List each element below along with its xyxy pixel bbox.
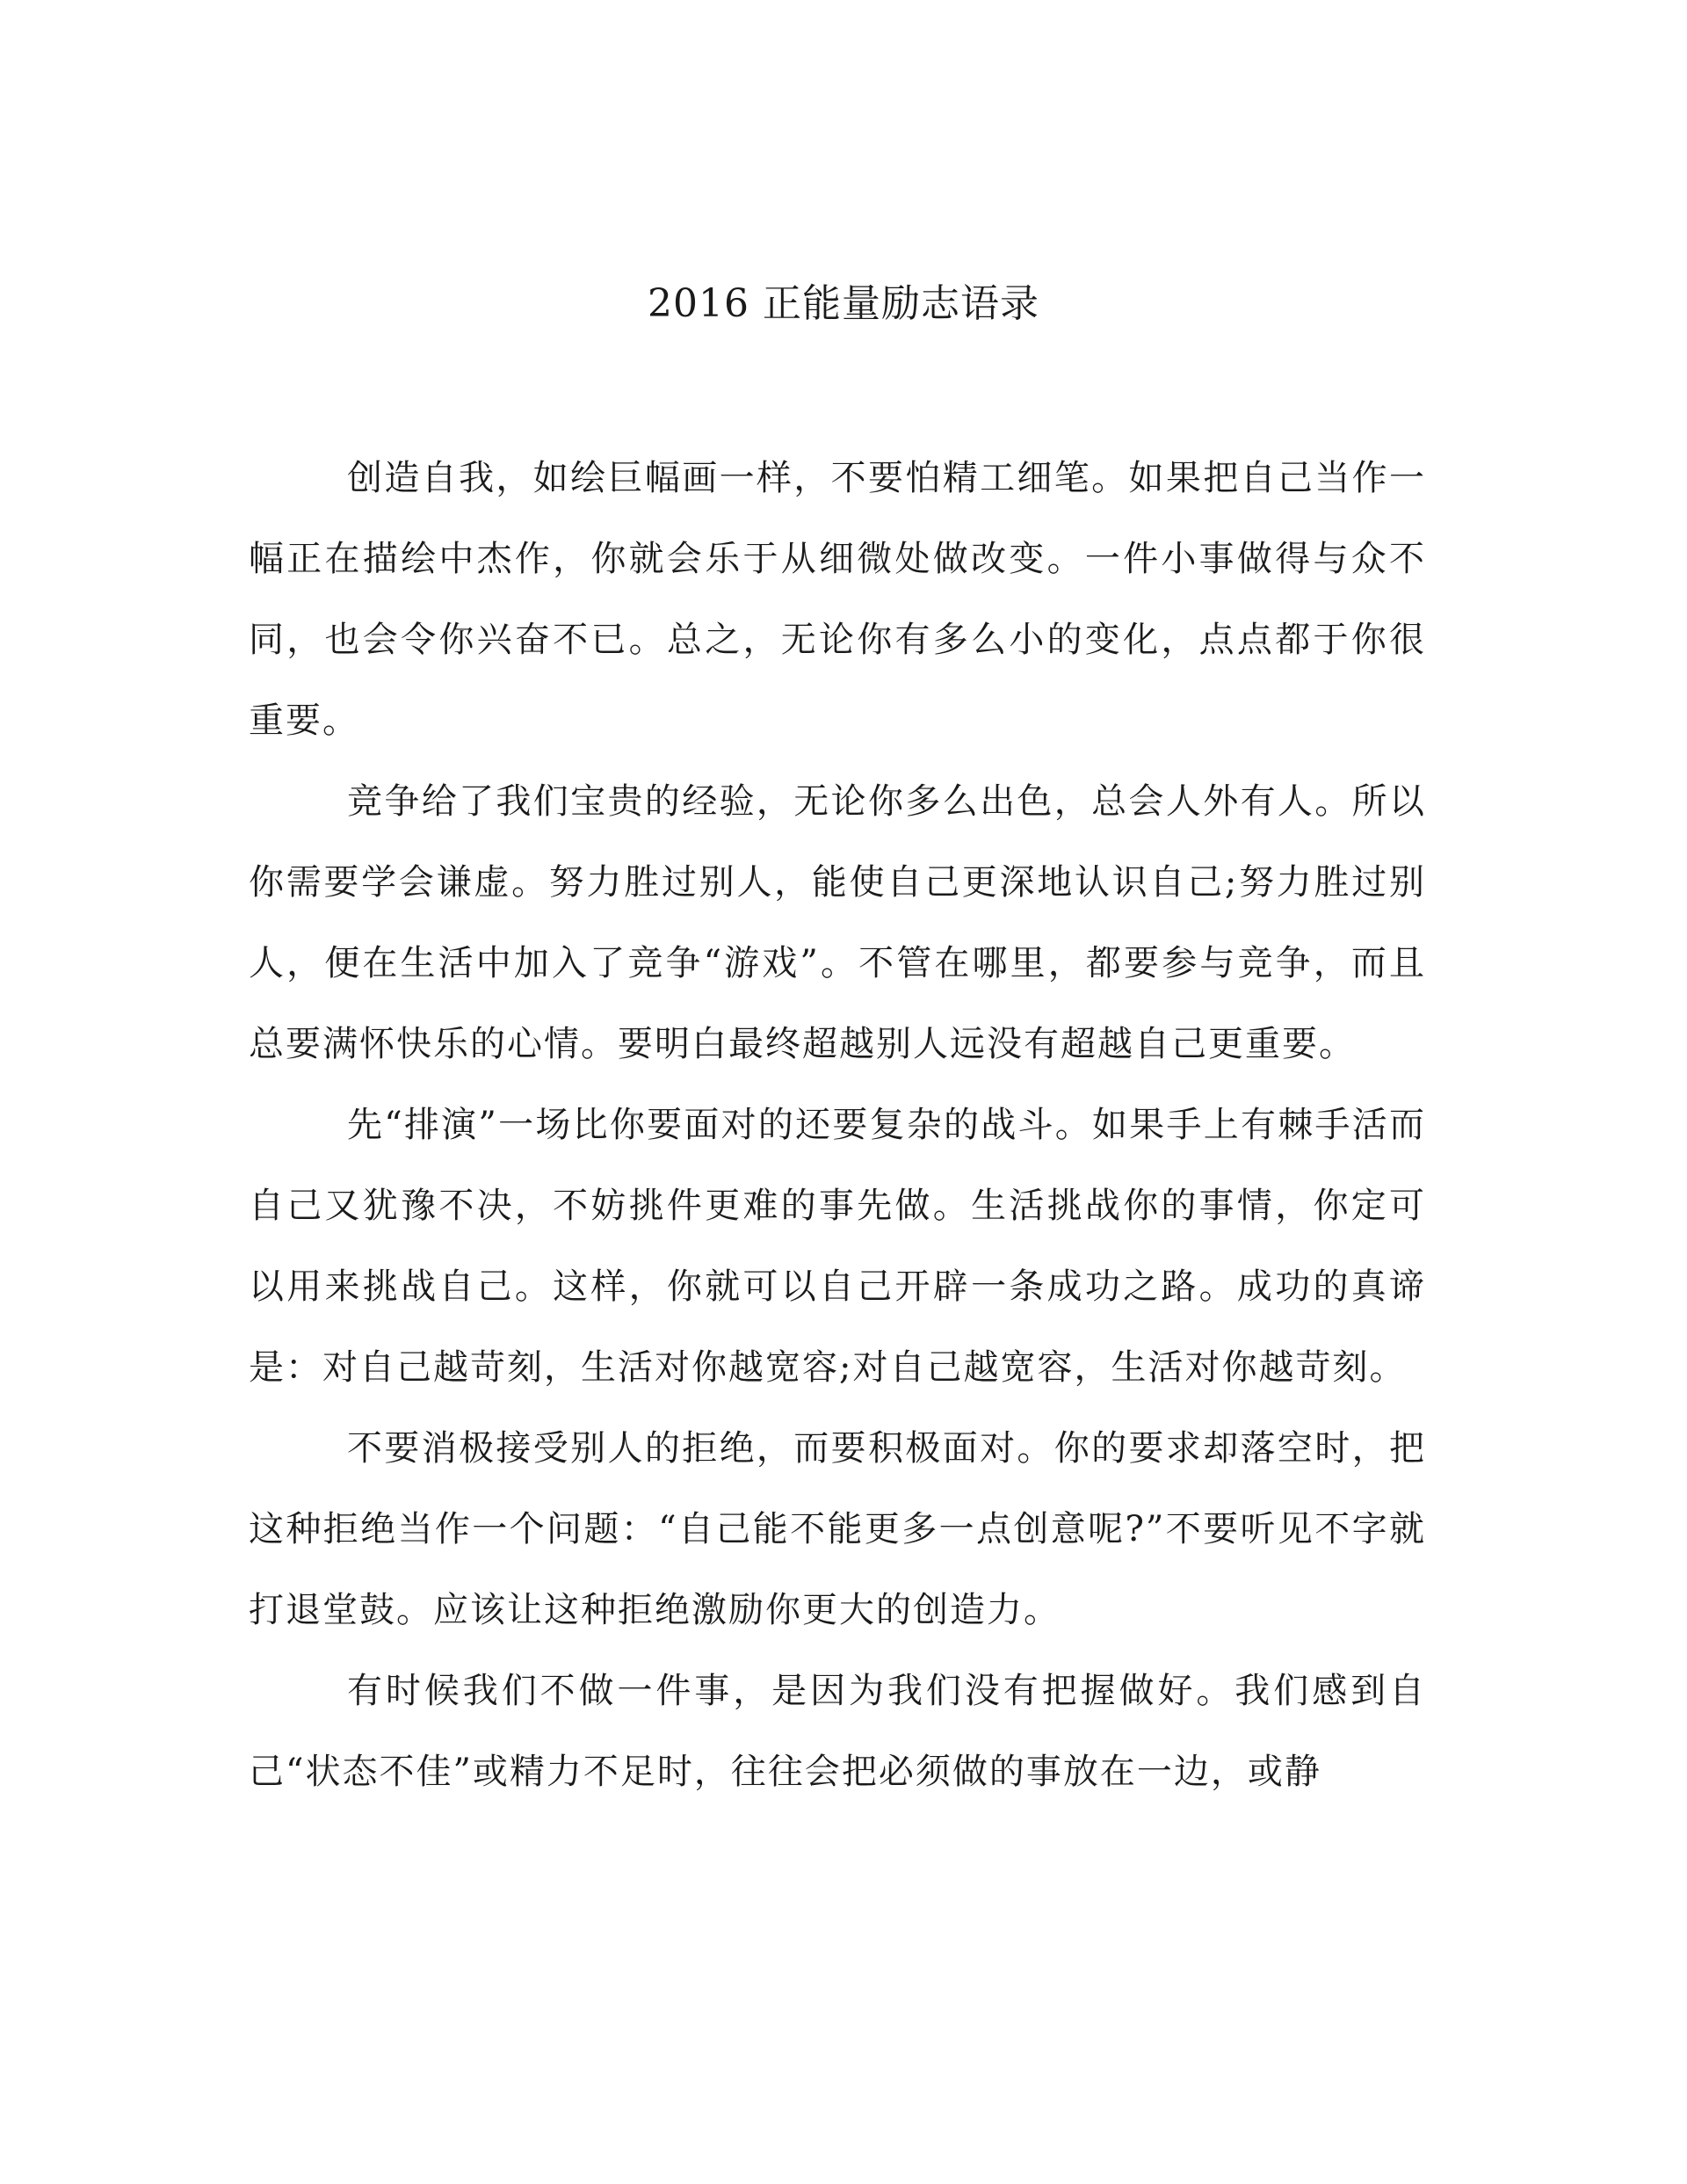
paragraph-2: 竞争给了我们宝贵的经验，无论你多么出色，总会人外有人。所以你需要学会谦虚。努力胜过别人，能使自己更深地认识自己;努力胜过别人，便在生活中加入了竞争“游戏”。不管在哪里，都要参与竞争，而且总要满怀快乐的心情。要明白最终超越别人远没有超越自己更重要。 [249,781,1426,1064]
paragraph-1: 创造自我，如绘巨幅画一样，不要怕精工细笔。如果把自己当作一幅正在描绘中杰作，你就会乐于从细微处做改变。一件小事做得与众不同，也会令你兴奋不已。总之，无论你有多么小的变化，点点都于你很重要。 [249,458,1426,741]
document-body [249,438,1426,1812]
paragraph-5: 有时候我们不做一件事，是因为我们没有把握做好。我们感到自己“状态不佳”或精力不足时，往往会把必须做的事放在一边，或静 [249,1671,1426,1792]
paragraph-4: 不要消极接受别人的拒绝，而要积极面对。你的要求却落空时，把这种拒绝当作一个问题：“自己能不能更多一点创意呢?”不要听见不字就打退堂鼓。应该让这种拒绝激励你更大的创造力。 [249,1428,1426,1630]
document-title: 2016 正能量励志语录 [648,281,1039,326]
paragraph-3: 先“排演”一场比你要面对的还要复杂的战斗。如果手上有棘手活而自己又犹豫不决，不妨挑件更难的事先做。生活挑战你的事情，你定可以用来挑战自己。这样，你就可以自己开辟一条成功之路。成功的真谛是：对自己越苛刻，生活对你越宽容;对自己越宽容，生活对你越苛刻。 [249,1105,1426,1388]
